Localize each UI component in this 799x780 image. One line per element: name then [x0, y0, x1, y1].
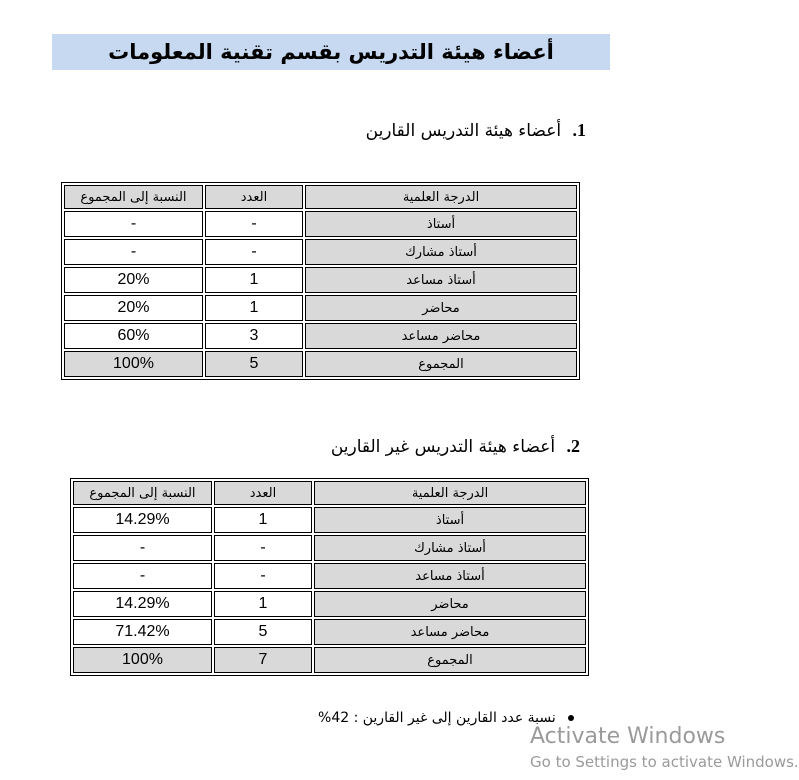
total-count-cell: 5: [205, 351, 303, 377]
watermark-line1: Activate Windows: [530, 724, 726, 749]
table-header-row: [64, 185, 577, 209]
rank-cell: أستاذ مشارك: [305, 239, 577, 265]
ratio-note-text: نسبة عدد القارين إلى غير القارين : 42%: [318, 710, 556, 726]
table-row: [64, 323, 577, 349]
ratio-cell: 71.42%: [73, 619, 212, 645]
total-label-cell: المجموع: [305, 351, 577, 377]
section1-number: 1.: [572, 120, 586, 140]
document-title: [52, 34, 610, 70]
table-row: [73, 535, 586, 561]
bullet-icon: [568, 715, 574, 721]
ratio-cell: 14.29%: [73, 591, 212, 617]
header-ratio: النسبة إلى المجموع: [73, 481, 212, 505]
header-ratio: النسبة إلى المجموع: [64, 185, 203, 209]
section1-heading-text: أعضاء هيئة التدريس القارين: [365, 121, 562, 141]
document-title-text: أعضاء هيئة التدريس بقسم تقنية المعلومات: [108, 40, 554, 64]
table-row: [73, 591, 586, 617]
table-row: [64, 295, 577, 321]
total-ratio-cell: 100%: [73, 647, 212, 673]
activation-watermark: [530, 724, 799, 771]
count-cell: 5: [214, 619, 312, 645]
rank-cell: أستاذ: [305, 211, 577, 237]
table-total-row: [64, 351, 577, 377]
ratio-cell: 14.29%: [73, 507, 212, 533]
watermark-line2: Go to Settings to activate Windows.: [530, 753, 799, 771]
count-cell: 1: [205, 267, 303, 293]
ratio-cell: 20%: [64, 295, 203, 321]
header-count: العدد: [214, 481, 312, 505]
rank-cell: محاضر: [314, 591, 586, 617]
rank-cell: أستاذ مساعد: [305, 267, 577, 293]
count-cell: 1: [214, 591, 312, 617]
count-cell: -: [214, 535, 312, 561]
table-total-row: [73, 647, 586, 673]
table-row: [64, 267, 577, 293]
table-row: [73, 619, 586, 645]
header-count: العدد: [205, 185, 303, 209]
table-row: [73, 563, 586, 589]
ratio-cell: 60%: [64, 323, 203, 349]
rank-cell: محاضر مساعد: [305, 323, 577, 349]
table-row: [73, 507, 586, 533]
table-header-row: [73, 481, 586, 505]
table-row: [64, 211, 577, 237]
count-cell: 1: [214, 507, 312, 533]
ratio-cell: -: [64, 211, 203, 237]
rank-cell: أستاذ مشارك: [314, 535, 586, 561]
count-cell: 1: [205, 295, 303, 321]
count-cell: -: [205, 239, 303, 265]
section2-heading-text: أعضاء هيئة التدريس غير القارين: [330, 437, 556, 457]
rank-cell: محاضر: [305, 295, 577, 321]
count-cell: -: [214, 563, 312, 589]
header-rank: الدرجة العلمية: [305, 185, 577, 209]
ratio-cell: -: [73, 535, 212, 561]
header-rank: الدرجة العلمية: [314, 481, 586, 505]
table-row: [64, 239, 577, 265]
section1-heading: [366, 120, 586, 141]
ratio-cell: -: [73, 563, 212, 589]
ratio-cell: -: [64, 239, 203, 265]
rank-cell: محاضر مساعد: [314, 619, 586, 645]
rank-cell: أستاذ مساعد: [314, 563, 586, 589]
total-ratio-cell: 100%: [64, 351, 203, 377]
non-permanent-staff-table: [70, 478, 589, 676]
count-cell: -: [205, 211, 303, 237]
section2-heading: [331, 436, 580, 457]
ratio-cell: 20%: [64, 267, 203, 293]
rank-cell: أستاذ: [314, 507, 586, 533]
count-cell: 3: [205, 323, 303, 349]
total-count-cell: 7: [214, 647, 312, 673]
total-label-cell: المجموع: [314, 647, 586, 673]
permanent-staff-table: [61, 182, 580, 380]
section2-number: 2.: [566, 436, 580, 456]
